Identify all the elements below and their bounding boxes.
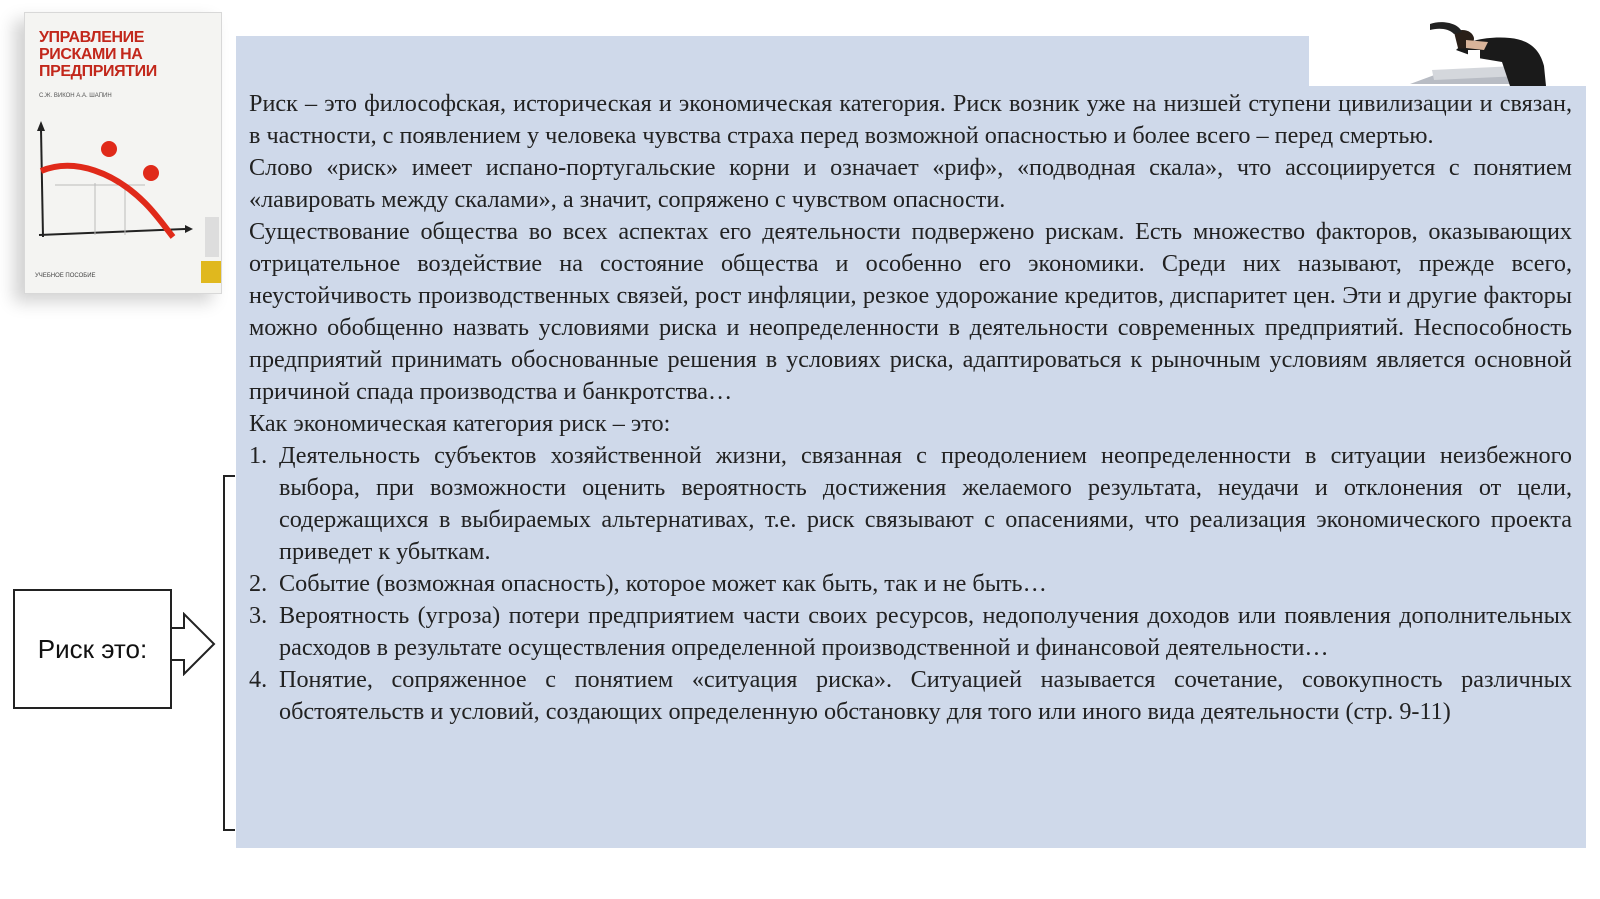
book-authors: С.Ж. ВИКОН А.А. ШАПИН <box>39 93 112 99</box>
book-cover-image <box>4 6 228 306</box>
risk-label-box <box>13 589 172 709</box>
list-bracket <box>223 475 235 831</box>
list-item <box>249 440 1572 568</box>
list-item-text: Вероятность (угроза) потери предприятием части своих ресурсов, недополучения доходов или появления дополнительных расходов в результате осуществления определенной производственной и финансовой деятельности… <box>279 602 1572 661</box>
paragraph-etymology: Слово «риск» имеет испано-португальские корни и означает «риф», «подводная скала», что ассоциируется с понятием «лавировать между скалами», а значит, сопряжено с чувством опасности. <box>249 154 1572 213</box>
list-item-number: 4. <box>249 666 268 693</box>
book-accent-stripe <box>201 261 221 283</box>
risk-label-text: Риск это: <box>37 633 148 664</box>
paragraph-factors: Существование общества во всех аспектах его деятельности подвержено рискам. Есть множество факторов, оказывающих отрицательное воздействие на состояние общества и особенно его экономики. Среди них называют, прежде всего, неустойчивость производственных связей, рост инфляции, резкое удорожание кредитов, диспаритет цен. Эти и другие факторы можно обобщенно назвать условиями риска и неопределенности в деятельности современных предприятий. Неспособность предприятий принимать обоснованные решения в условиях риска, адаптироваться к рыночным условиям является основной причиной спада производства и банкротства… <box>249 218 1572 405</box>
paragraph-list-intro: Как экономическая категория риск – это: <box>249 410 671 437</box>
list-item-number: 2. <box>249 570 268 597</box>
risk-definitions-list <box>249 440 1572 728</box>
book-cover <box>24 12 222 294</box>
paragraph-definition: Риск – это философская, историческая и экономическая категория. Риск возник уже на низшей ступени цивилизации и связан, в частности, с появлением у человека чувства страха перед возможной опасностью и более всего – перед смертью. <box>249 90 1572 149</box>
businessman-laptop-image <box>1370 10 1570 88</box>
book-footer-label: УЧЕБНОЕ ПОСОБИЕ <box>35 273 96 279</box>
list-item-text: Событие (возможная опасность), которое может как быть, так и не быть… <box>279 570 1047 597</box>
main-text <box>249 88 1572 728</box>
list-item-number: 3. <box>249 602 268 629</box>
list-item-number: 1. <box>249 442 268 469</box>
list-item <box>249 600 1572 664</box>
list-item-text: Понятие, сопряженное с понятием «ситуация риска». Ситуацией называется сочетание, совокупность различных обстоятельств и условий, создающих определенную обстановку для того или иного вида деятельности (стр. 9-11) <box>279 666 1572 725</box>
arrow-right-icon <box>170 612 222 676</box>
list-item <box>249 664 1572 728</box>
book-title: УПРАВЛЕНИЕ РИСКАМИ НА ПРЕДПРИЯТИИ <box>39 29 157 80</box>
list-item-text: Деятельность субъектов хозяйственной жизни, связанная с преодолением неопределенности в ситуации неизбежного выбора, при возможности оценить вероятность достижения желаемого результата, неудачи и отклонения от цели, содержащихся в выбираемых альтернативах, т.е. риск связывают с опасениями, что реализация экономического проекта приведет к убыткам. <box>279 442 1572 565</box>
book-chart-illustration <box>25 113 221 253</box>
list-item <box>249 568 1572 600</box>
